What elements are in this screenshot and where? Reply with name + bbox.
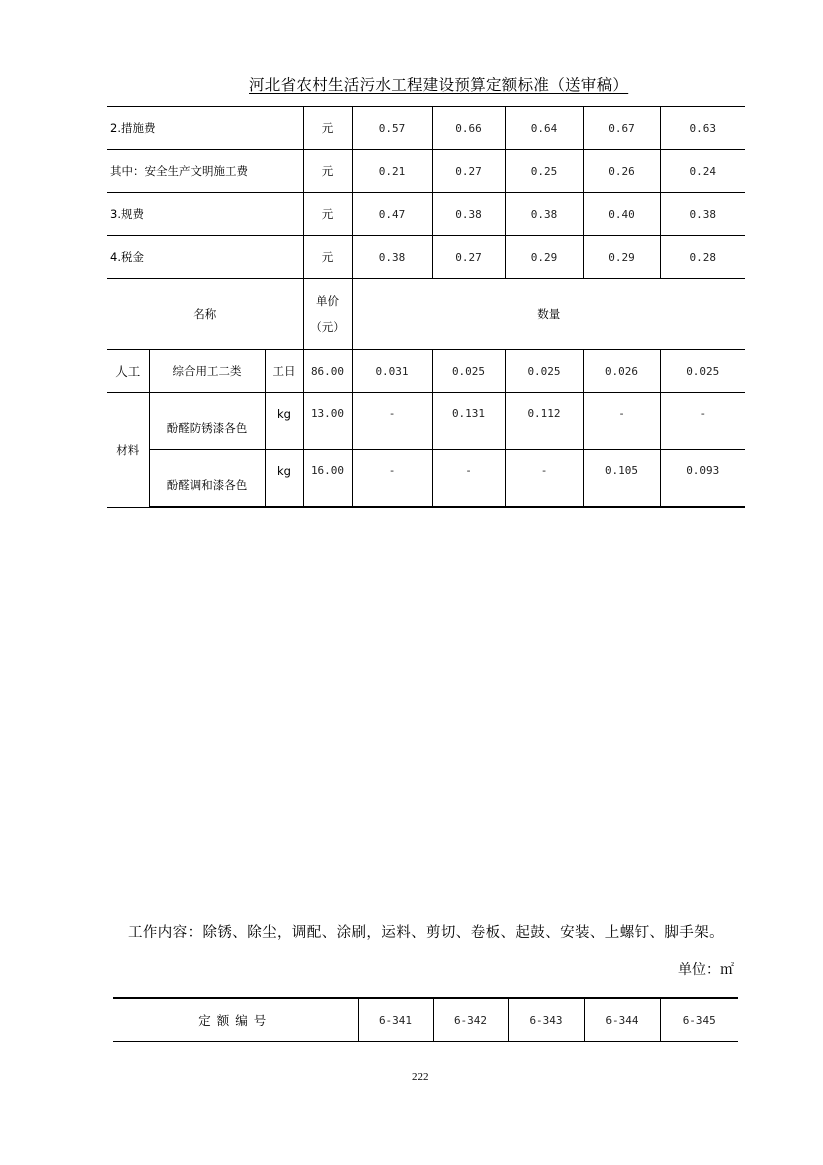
table-row-measures-fee [107,107,745,150]
labor-category: 人工 [107,350,149,393]
value-cell: 0.38 [352,236,432,279]
value-cell: 0.26 [583,150,660,193]
value-cell: 0.29 [505,236,583,279]
material-category: 材料 [107,393,149,508]
value-cell: 0.21 [352,150,432,193]
value-cell: 0.025 [660,350,745,393]
table-row-material [107,393,745,450]
quota-code-label: 定额编号 [113,998,358,1042]
table-row-material [107,450,745,508]
value-cell: 0.24 [660,150,745,193]
quota-code-table [113,997,738,1042]
value-cell: 0.66 [432,107,505,150]
row-unit: 元 [303,107,352,150]
row-unit: 元 [303,193,352,236]
material-name: 酚醛调和漆各色 [149,450,265,508]
table-row-regulatory-fee [107,193,745,236]
value-cell: 0.131 [432,393,505,450]
material-unit: kg [265,393,303,450]
page-number: 222 [412,1071,429,1083]
value-cell: - [352,393,432,450]
row-unit: 元 [303,150,352,193]
value-cell: 0.093 [660,450,745,508]
value-cell: 0.57 [352,107,432,150]
unit-price-label: 单价 [316,294,339,308]
value-cell: - [583,393,660,450]
row-label: 4.税金 [107,236,303,279]
quota-code: 6-342 [433,998,508,1042]
value-cell: 0.67 [583,107,660,150]
document-title: 河北省农村生活污水工程建设预算定额标准（送审稿） [249,76,629,94]
value-cell: 0.38 [432,193,505,236]
value-cell: 0.63 [660,107,745,150]
table-row-safety-fee [107,150,745,193]
quantity-header: 数量 [352,279,745,350]
value-cell: 0.28 [660,236,745,279]
unit-price-currency: （元） [310,320,345,334]
quota-code: 6-345 [660,998,738,1042]
value-cell: - [352,450,432,508]
value-cell: 0.031 [352,350,432,393]
quota-code: 6-344 [584,998,660,1042]
value-cell: 0.47 [352,193,432,236]
quota-code: 6-343 [508,998,584,1042]
value-cell: 0.025 [432,350,505,393]
labor-unit: 工日 [265,350,303,393]
value-cell: - [505,450,583,508]
value-cell: 0.38 [660,193,745,236]
value-cell: 0.112 [505,393,583,450]
labor-name: 综合用工二类 [149,350,265,393]
value-cell: 0.64 [505,107,583,150]
material-name: 酚醛防锈漆各色 [149,393,265,450]
value-cell: 0.026 [583,350,660,393]
row-label: 3.规费 [107,193,303,236]
row-label: 其中：安全生产文明施工费 [107,150,303,193]
quota-code: 6-341 [358,998,433,1042]
value-cell: 0.25 [505,150,583,193]
cost-breakdown-table [107,106,745,508]
value-cell: - [432,450,505,508]
material-price: 16.00 [303,450,352,508]
quota-code-row [113,998,738,1042]
value-cell: 0.27 [432,150,505,193]
resource-header-row [107,279,745,350]
value-cell: 0.105 [583,450,660,508]
material-unit: kg [265,450,303,508]
value-cell: 0.38 [505,193,583,236]
table-row-labor [107,350,745,393]
row-label: 2.措施费 [107,107,303,150]
row-unit: 元 [303,236,352,279]
unit-price-header [303,279,352,350]
table-row-tax [107,236,745,279]
value-cell: - [660,393,745,450]
unit-label: 单位：㎡ [678,962,734,978]
name-header: 名称 [107,279,303,350]
value-cell: 0.29 [583,236,660,279]
labor-price: 86.00 [303,350,352,393]
work-content: 工作内容：除锈、除尘，调配、涂刷，运料、剪切、卷板、起鼓、安装、上螺钉、脚手架。 [128,925,724,941]
value-cell: 0.27 [432,236,505,279]
material-price: 13.00 [303,393,352,450]
value-cell: 0.40 [583,193,660,236]
value-cell: 0.025 [505,350,583,393]
